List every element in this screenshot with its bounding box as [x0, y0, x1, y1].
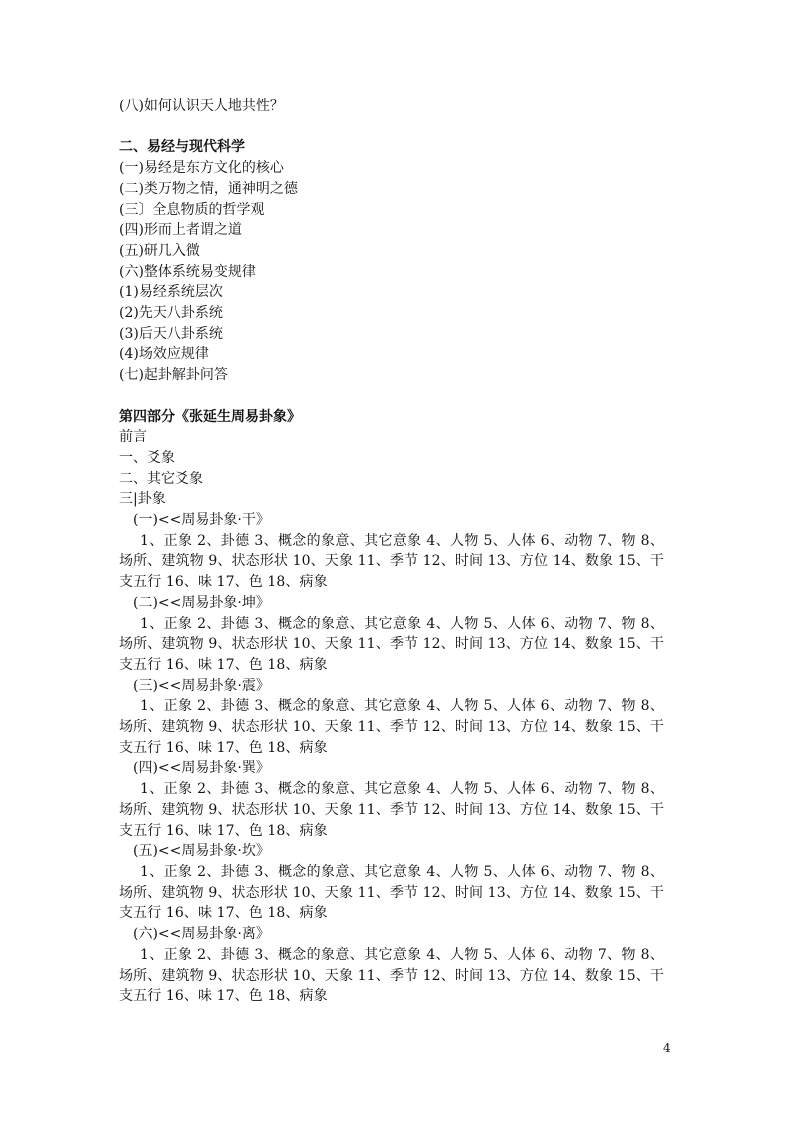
gua-title: (一)<<周易卦象·干》 — [133, 512, 270, 529]
section-two-item: (三〕全息物质的哲学观 — [119, 201, 265, 218]
section-two-item: (六)整体系统易变规律 — [119, 263, 256, 280]
spacer — [119, 386, 679, 407]
section-two-item: (二)类万物之情，通神明之德 — [119, 180, 298, 197]
part-four-sub-1: 一、爻象 — [119, 449, 175, 466]
section-two-item: (七)起卦解卦问答 — [119, 367, 228, 384]
spacer — [119, 117, 679, 138]
section-two-item: (一)易经是东方文化的核心 — [119, 160, 284, 177]
gua-title: (四)<<周易卦象·巽》 — [133, 760, 270, 777]
section-two-item: (1)易经系统层次 — [119, 284, 223, 301]
part-four-sub-2: 二、其它爻象 — [119, 470, 203, 487]
section-two-item: (3)后天八卦系统 — [119, 325, 223, 342]
section-two-heading: 二、易经与现代科学 — [119, 139, 245, 156]
section-two-item: (五)研几入微 — [119, 242, 200, 259]
gua-title: (二)<<周易卦象·坤》 — [133, 594, 270, 611]
outline-item-8: (八)如何认识天人地共性？ — [119, 98, 284, 114]
gua-content: 1、正象 2、卦德 3、概念的象意、其它意象 4、人物 5、人体 6、动物 7、物 8、场所、建筑物 9、状态形状 10、天象 11、季节 12、时间 13、方位 14、数象 15、干支五行 16、味 17、色 18、病象 — [119, 532, 664, 591]
section-two-item: (2)先天八卦系统 — [119, 305, 223, 322]
page-content — [119, 96, 679, 1007]
gua-content: 1、正象 2、卦德 3、概念的象意、其它意象 4、人物 5、人体 6、动物 7、物 8、场所、建筑物 9、状态形状 10、天象 11、季节 12、时间 13、方位 14、数象 15、干支五行 16、味 17、色 18、病象 — [119, 698, 664, 756]
gua-content: 1、正象 2、卦德 3、概念的象意、其它意象 4、人物 5、人体 6、动物 7、物 8、场所、建筑物 9、状态形状 10、天象 11、季节 12、时间 13、方位 14、数象 15、干支五行 16、味 17、色 18、病象 — [119, 781, 664, 839]
gua-content: 1、正象 2、卦德 3、概念的象意、其它意象 4、人物 5、人体 6、动物 7、物 8、场所、建筑物 9、状态形状 10、天象 11、季节 12、时间 13、方位 14、数象 15、干支五行 16、味 17、色 18、病象 — [119, 946, 664, 1005]
section-two-item: (4)场效应规律 — [119, 346, 209, 363]
page-number: 4 — [663, 1041, 671, 1055]
section-two-item: (四)形而上者谓之道 — [119, 222, 242, 239]
part-four-heading: 第四部分《张延生周易卦象》 — [119, 408, 301, 425]
gua-title: (三)<<周易卦象·震》 — [133, 677, 270, 694]
gua-content: 1、正象 2、卦德 3、概念的象意、其它意象 4、人物 5、人体 6、动物 7、物 8、场所、建筑物 9、状态形状 10、天象 11、季节 12、时间 13、方位 14、数象 15、干支五行 16、味 17、色 18、病象 — [119, 863, 664, 922]
gua-title: (六)<<周易卦象·离》 — [133, 926, 270, 943]
part-four-sub-3: 三|卦象 — [119, 491, 166, 508]
gua-content: 1、正象 2、卦德 3、概念的象意、其它意象 4、人物 5、人体 6、动物 7、物 8、场所、建筑物 9、状态形状 10、天象 11、季节 12、时间 13、方位 14、数象 15、干支五行 16、味 17、色 18、病象 — [119, 615, 664, 673]
gua-title: (五)<<周易卦象·坎》 — [133, 843, 270, 860]
part-four-preface: 前言 — [119, 429, 147, 446]
